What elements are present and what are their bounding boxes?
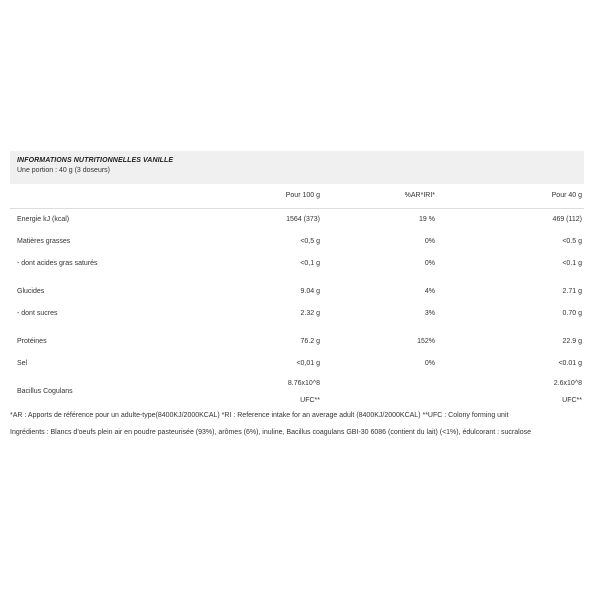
nutrient-name: Glucides	[17, 288, 45, 295]
table-row	[10, 331, 584, 353]
bacillus-per40-value: 2.6x10^8	[553, 380, 582, 387]
nutrient-name: Bacillus Cogulans	[17, 388, 73, 395]
bacillus-per100-value: 8.76x10^8	[287, 380, 320, 387]
table-header	[10, 151, 584, 184]
nutrient-name: Sel	[17, 360, 28, 367]
value-per40: <0.1 g	[562, 260, 582, 267]
footnotes	[10, 410, 584, 444]
value-per100: 2.32 g	[300, 310, 320, 317]
table-row	[10, 253, 584, 275]
value-ar: 4%	[424, 288, 435, 295]
column-header-per40: Pour 40 g	[551, 192, 582, 199]
value-per40: 22.9 g	[562, 338, 582, 345]
value-ar: 0%	[424, 360, 435, 367]
value-per100: 1564 (373)	[286, 216, 320, 223]
value-per40: 2.71 g	[562, 288, 582, 295]
table-title: INFORMATIONS NUTRITIONNELLES VANILLE	[17, 157, 174, 164]
ingredients-text: Ingrédients : Blancs d'oeufs plein air en poudre pasteurisée (93%), arômes (6%), inuline, Bacillus coagulans GBI-30 6086 (contient du lait) (<1%), édulcorant : sucralose	[10, 429, 531, 436]
value-ar: 19 %	[419, 216, 435, 223]
column-header-row	[10, 184, 584, 209]
value-per40: 0.70 g	[562, 310, 582, 317]
nutrient-name: Energie kJ (kcal)	[17, 216, 70, 223]
table-row	[10, 303, 584, 325]
value-ar: 3%	[424, 310, 435, 317]
value-ar: 0%	[424, 260, 435, 267]
bacillus-per40-unit: UFC**	[562, 397, 582, 404]
value-ar: 0%	[424, 238, 435, 245]
column-header-ar: %AR*IRI*	[404, 192, 435, 199]
bacillus-per100-unit: UFC**	[300, 397, 320, 404]
table-row	[10, 281, 584, 303]
value-per40: 469 (112)	[552, 216, 582, 223]
portion-info: Une portion : 40 g (3 doseurs)	[17, 167, 110, 174]
table-row	[10, 353, 584, 375]
value-per100: <0,1 g	[300, 260, 320, 267]
table-row-bacillus	[10, 375, 584, 409]
value-per100: <0,01 g	[296, 360, 320, 367]
nutrient-name: - dont acides gras saturés	[17, 260, 98, 267]
table-row	[10, 231, 584, 253]
table-row	[10, 209, 584, 231]
nutrient-name: Matières grasses	[17, 238, 71, 245]
value-per100: <0,5 g	[300, 238, 320, 245]
value-per40: <0.5 g	[562, 238, 582, 245]
value-per40: <0.01 g	[558, 360, 582, 367]
value-ar: 152%	[417, 338, 435, 345]
value-per100: 76.2 g	[300, 338, 320, 345]
nutrient-name: - dont sucres	[17, 310, 58, 317]
nutrition-table	[10, 151, 584, 409]
value-per100: 9.04 g	[300, 288, 320, 295]
nutrient-name: Protéines	[17, 338, 47, 345]
reference-intake-note: *AR : Apports de référence pour un adulte-type(8400KJ/2000KCAL) *RI : Reference intake for an average adult (8400KJ/2000KCAL) **UFC : Colony forming unit	[10, 412, 509, 419]
column-header-per100: Pour 100 g	[285, 192, 320, 199]
